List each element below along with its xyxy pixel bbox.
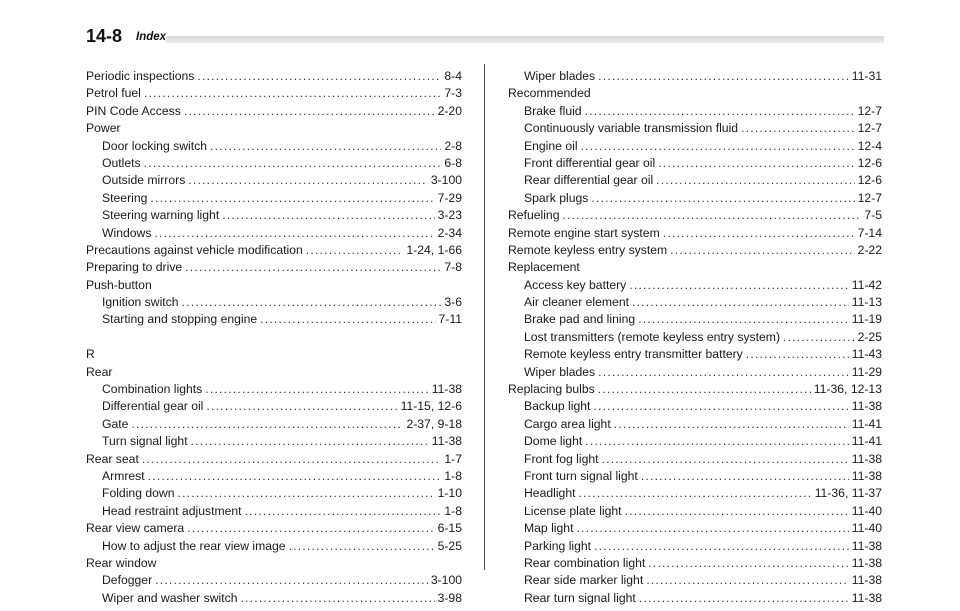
entry-page-ref[interactable]: 11-40 — [851, 503, 882, 518]
entry-page-ref[interactable]: 11-38 — [431, 382, 462, 397]
entry-page-ref[interactable]: 11-38 — [851, 468, 882, 483]
index-subentry — [508, 294, 882, 311]
dot-leader — [629, 277, 848, 294]
index-entry — [86, 68, 462, 85]
entry-label: Rear turn signal light — [524, 590, 636, 605]
index-heading: Rear window — [86, 555, 157, 570]
index-entry — [86, 103, 462, 120]
index-entry — [86, 451, 462, 468]
entry-page-ref[interactable]: 7-11 — [438, 312, 462, 327]
entry-page-ref[interactable]: 11-41 — [851, 416, 882, 431]
index-subentry — [508, 277, 882, 294]
index-subentry — [86, 572, 462, 589]
index-subentry — [508, 329, 882, 346]
dot-leader — [260, 311, 435, 328]
dot-leader — [154, 225, 434, 242]
entry-page-ref[interactable]: 5-25 — [437, 538, 462, 553]
dot-leader — [178, 485, 435, 502]
entry-page-ref[interactable]: 7-14 — [857, 225, 882, 240]
index-entry — [508, 381, 882, 398]
dot-leader — [656, 172, 854, 189]
dot-leader — [210, 138, 441, 155]
index-subentry — [508, 520, 882, 537]
dot-leader — [563, 207, 862, 224]
entry-label: Gate — [102, 416, 129, 431]
index-subentry — [508, 398, 882, 415]
entry-label: How to adjust the rear view image — [102, 538, 286, 553]
entry-page-ref[interactable]: 11-38 — [851, 451, 882, 466]
entry-page-ref[interactable]: 11-38 — [851, 555, 882, 570]
entry-page-ref[interactable]: 1-24, 1-66 — [406, 242, 462, 257]
entry-page-ref[interactable]: 12-7 — [857, 190, 882, 205]
entry-page-ref[interactable]: 1-7 — [444, 451, 462, 466]
dot-leader — [598, 364, 849, 381]
entry-label: Rear side marker light — [524, 573, 644, 588]
entry-page-ref[interactable]: 12-7 — [857, 121, 882, 136]
entry-page-ref[interactable]: 1-8 — [444, 503, 462, 518]
entry-label: Wiper and washer switch — [102, 590, 238, 605]
entry-label: Brake pad and lining — [524, 312, 636, 327]
entry-page-ref[interactable]: 12-7 — [857, 103, 882, 118]
entry-page-ref[interactable]: 1-8 — [444, 468, 462, 483]
index-subentry — [86, 398, 462, 415]
entry-label: Backup light — [524, 399, 591, 414]
entry-label: Access key battery — [524, 277, 627, 292]
entry-label: PIN Code Access — [86, 103, 181, 118]
index-subentry — [86, 207, 462, 224]
index-heading: Recommended — [508, 86, 591, 101]
entry-label: Remote engine start system — [508, 225, 660, 240]
entry-label: Wiper blades — [524, 69, 596, 83]
entry-label: Rear combination light — [524, 555, 646, 570]
entry-label: Parking light — [524, 538, 592, 553]
index-subentry — [508, 572, 882, 589]
index-heading: Replacement — [508, 260, 580, 275]
index-subentry — [508, 555, 882, 572]
entry-page-ref[interactable]: 2-25 — [857, 329, 882, 344]
dot-leader — [648, 555, 848, 572]
index-entry — [86, 85, 462, 102]
index-subentry — [508, 590, 882, 607]
entry-page-ref[interactable]: 3-23 — [437, 208, 462, 223]
dot-leader — [602, 451, 849, 468]
index-heading: Push-button — [86, 277, 152, 292]
dot-leader — [581, 138, 855, 155]
entry-label: Lost transmitters (remote keyless entry system) — [524, 329, 781, 344]
dot-leader — [663, 225, 855, 242]
index-subentry — [86, 190, 462, 207]
entry-page-ref[interactable]: 7-3 — [444, 86, 462, 101]
dot-leader — [646, 572, 849, 589]
index-letter-heading: R — [86, 347, 95, 362]
dot-leader — [188, 172, 428, 189]
dot-leader — [598, 381, 811, 398]
dot-leader — [625, 503, 849, 520]
entry-page-ref[interactable]: 11-38 — [851, 399, 882, 414]
index-subentry — [86, 155, 462, 172]
index-entry — [508, 225, 882, 242]
entry-page-ref[interactable]: 11-43 — [851, 347, 882, 362]
dot-leader — [614, 416, 849, 433]
dot-leader — [585, 433, 848, 450]
entry-page-ref[interactable]: 11-40 — [851, 521, 882, 536]
index-subentry — [508, 485, 882, 502]
entry-page-ref[interactable]: 2-37, 9-18 — [406, 416, 462, 431]
index-subentry — [508, 172, 882, 189]
entry-page-ref[interactable]: 7-8 — [444, 260, 462, 275]
dot-leader — [741, 120, 855, 137]
dot-leader — [579, 485, 812, 502]
dot-leader — [593, 398, 848, 415]
entry-page-ref[interactable]: 11-38 — [851, 590, 882, 605]
entry-page-ref[interactable]: 7-5 — [864, 208, 882, 223]
index-subentry — [508, 468, 882, 485]
index-subentry — [86, 225, 462, 242]
index-subentry — [508, 120, 882, 137]
entry-page-ref[interactable]: 6-15 — [437, 521, 462, 536]
entry-label: Cargo area light — [524, 416, 611, 431]
dot-leader — [155, 572, 428, 589]
index-subentry — [508, 416, 882, 433]
index-subentry — [508, 68, 882, 85]
entry-label: Folding down — [102, 486, 175, 501]
entry-label: Defogger — [102, 573, 153, 588]
entry-page-ref[interactable]: 3-6 — [444, 295, 462, 310]
entry-page-ref[interactable]: 3-100 — [430, 573, 462, 588]
index-subentry — [86, 172, 462, 189]
index-subentry — [508, 155, 882, 172]
entry-label: Differential gear oil — [102, 399, 204, 414]
entry-page-ref[interactable]: 11-38 — [431, 434, 462, 449]
entry-label: Ignition switch — [102, 295, 179, 310]
entry-page-ref[interactable]: 11-36, 12-13 — [813, 382, 882, 397]
dot-leader — [658, 155, 854, 172]
dot-leader — [131, 416, 403, 433]
entry-label: Precautions against vehicle modification — [86, 242, 303, 257]
index-column-right — [508, 68, 882, 607]
entry-page-ref[interactable]: 6-8 — [444, 155, 462, 170]
entry-label: Continuously variable transmission fluid — [524, 121, 739, 136]
index-subentry — [508, 190, 882, 207]
entry-page-ref[interactable]: 7-29 — [437, 190, 462, 205]
index-column-left — [86, 68, 462, 607]
dot-leader — [594, 538, 849, 555]
entry-label: Door locking switch — [102, 138, 207, 153]
entry-page-ref[interactable]: 11-41 — [851, 434, 882, 449]
entry-page-ref[interactable]: 11-31 — [851, 69, 882, 83]
entry-page-ref[interactable]: 1-10 — [437, 486, 462, 501]
entry-label: Steering warning light — [102, 208, 220, 223]
index-heading: Power — [86, 121, 121, 136]
dot-leader — [150, 190, 434, 207]
page-number: 14-8 — [86, 26, 123, 46]
index-subentry — [508, 346, 882, 363]
entry-label: Headlight — [524, 486, 576, 501]
index-subentry — [86, 590, 462, 607]
entry-page-ref[interactable]: 2-20 — [437, 103, 462, 118]
index-heading: Rear — [86, 364, 113, 379]
dot-leader — [144, 155, 442, 172]
entry-label: License plate light — [524, 503, 622, 518]
index-subentry — [86, 294, 462, 311]
entry-label: Preparing to drive — [86, 260, 183, 275]
index-subentry — [508, 138, 882, 155]
entry-label: Outside mirrors — [102, 173, 186, 188]
entry-label: Petrol fuel — [86, 86, 141, 101]
dot-leader — [641, 468, 849, 485]
entry-label: Replacing bulbs — [508, 382, 595, 397]
dot-leader — [306, 242, 404, 259]
entry-label: Head restraint adjustment — [102, 503, 242, 518]
index-subentry — [508, 538, 882, 555]
dot-leader — [142, 451, 442, 468]
dot-leader — [144, 85, 442, 102]
entry-page-ref[interactable]: 11-13 — [851, 295, 882, 310]
entry-label: Front fog light — [524, 451, 599, 466]
entry-page-ref[interactable]: 12-6 — [857, 173, 882, 188]
dot-leader — [185, 259, 441, 276]
index-spacer — [86, 329, 462, 346]
entry-page-ref[interactable]: 8-4 — [444, 69, 462, 83]
entry-page-ref[interactable]: 11-38 — [851, 573, 882, 588]
dot-leader — [206, 398, 397, 415]
column-divider — [484, 64, 485, 570]
index-entry — [86, 259, 462, 276]
entry-page-ref[interactable]: 12-6 — [857, 155, 882, 170]
entry-page-ref[interactable]: 3-98 — [437, 590, 462, 605]
entry-page-ref[interactable]: 2-8 — [444, 138, 462, 153]
entry-label: Starting and stopping engine — [102, 312, 258, 327]
entry-label: Refueling — [508, 208, 560, 223]
index-subentry — [508, 103, 882, 120]
entry-page-ref[interactable]: 11-38 — [851, 538, 882, 553]
entry-label: Air cleaner element — [524, 295, 629, 310]
dot-leader — [148, 468, 442, 485]
entry-label: Remote keyless entry system — [508, 242, 668, 257]
dot-leader — [182, 294, 442, 311]
entry-page-ref[interactable]: 3-100 — [430, 173, 462, 188]
entry-label: Steering — [102, 190, 148, 205]
entry-label: Armrest — [102, 468, 145, 483]
entry-label: Front turn signal light — [524, 468, 638, 483]
entry-label: Rear differential gear oil — [524, 173, 654, 188]
dot-leader — [591, 190, 854, 207]
index-subentry — [86, 485, 462, 502]
dot-leader — [746, 346, 849, 363]
dot-leader — [191, 433, 429, 450]
dot-leader — [245, 503, 442, 520]
entry-page-ref[interactable]: 2-34 — [437, 225, 462, 240]
entry-label: Remote keyless entry transmitter battery — [524, 347, 743, 362]
index-subentry — [508, 451, 882, 468]
index-subentry — [86, 416, 462, 433]
dot-leader — [639, 590, 849, 607]
entry-page-ref[interactable]: 11-42 — [851, 277, 882, 292]
dot-leader — [783, 329, 855, 346]
entry-page-ref[interactable]: 11-29 — [851, 364, 882, 379]
dot-leader — [184, 103, 435, 120]
entry-page-ref[interactable]: 11-19 — [851, 312, 882, 327]
entry-label: Combination lights — [102, 382, 203, 397]
entry-label: Rear seat — [86, 451, 139, 466]
header-bar — [166, 36, 884, 43]
entry-label: Dome light — [524, 434, 583, 449]
index-subentry — [86, 433, 462, 450]
dot-leader — [638, 311, 849, 328]
dot-leader — [197, 68, 441, 85]
index-subentry — [86, 381, 462, 398]
index-subentry — [86, 468, 462, 485]
entry-label: Engine oil — [524, 138, 578, 153]
entry-label: Outlets — [102, 155, 141, 170]
dot-leader — [576, 520, 848, 537]
entry-page-ref[interactable]: 11-36, 11-37 — [814, 486, 882, 501]
dot-leader — [289, 538, 435, 555]
index-subentry — [508, 433, 882, 450]
index-entry — [86, 242, 462, 259]
dot-leader — [187, 520, 434, 537]
index-entry — [508, 242, 882, 259]
entry-page-ref[interactable]: 2-22 — [857, 242, 882, 257]
index-subentry — [508, 503, 882, 520]
dot-leader — [632, 294, 849, 311]
index-subentry — [508, 364, 882, 381]
entry-label: Brake fluid — [524, 103, 582, 118]
index-subentry — [86, 138, 462, 155]
dot-leader — [222, 207, 434, 224]
dot-leader — [598, 68, 849, 85]
entry-label: Front differential gear oil — [524, 155, 656, 170]
dot-leader — [240, 590, 434, 607]
index-entry — [86, 520, 462, 537]
entry-label: Turn signal light — [102, 434, 188, 449]
entry-label: Periodic inspections — [86, 69, 195, 83]
dot-leader — [585, 103, 855, 120]
entry-page-ref[interactable]: 11-15, 12-6 — [400, 399, 462, 414]
dot-leader — [205, 381, 428, 398]
page-header — [86, 26, 884, 48]
section-title: Index — [136, 31, 167, 43]
entry-page-ref[interactable]: 12-4 — [857, 138, 882, 153]
entry-label: Map light — [524, 521, 574, 536]
index-entry — [508, 207, 882, 224]
entry-label: Spark plugs — [524, 190, 589, 205]
index-subentry — [86, 311, 462, 328]
entry-label: Windows — [102, 225, 152, 240]
entry-label: Wiper blades — [524, 364, 596, 379]
index-subentry — [86, 538, 462, 555]
index-subentry — [508, 311, 882, 328]
index-subentry — [86, 503, 462, 520]
entry-label: Rear view camera — [86, 521, 185, 536]
dot-leader — [670, 242, 854, 259]
